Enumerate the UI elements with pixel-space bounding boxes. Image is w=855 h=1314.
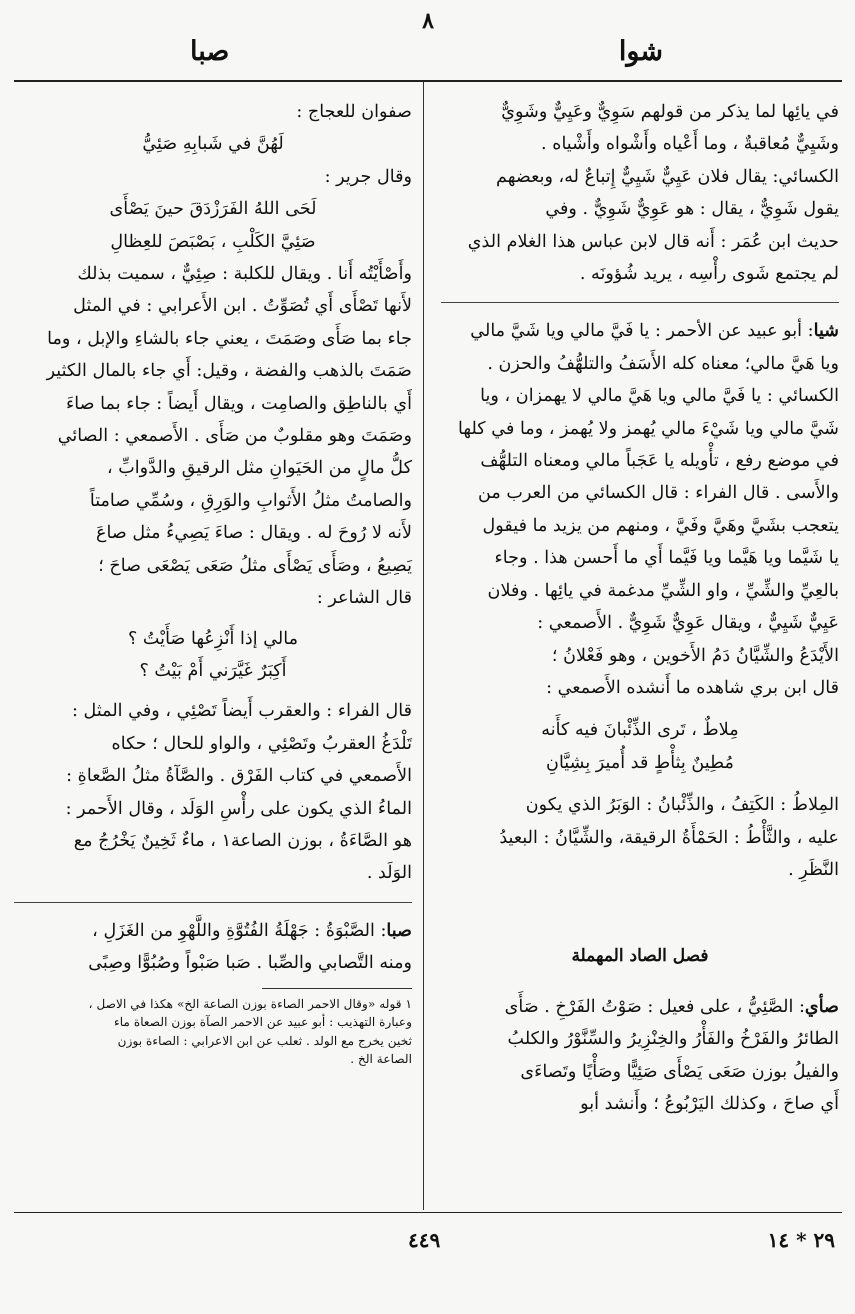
text-line: قال ابن بري شاهده ما أَنشده الأَصمعي : <box>546 677 839 698</box>
text-line: في موضع رفع ، تأْويله يا عَجَباً مالي ومعناه التلهُّف <box>480 451 839 472</box>
text-line: ومنه التَّصابي والصِّبا . صَبا صَبْواً وصُبُوًّا وصِبًى <box>88 953 412 974</box>
text-line: يقول شَوِيٌّ ، يقال : هو عَوِيٌّ شَوِيٌّ . وفي <box>545 199 839 220</box>
text-line: بالعِيِّ والشِّيِّ ، واو الشِّيِّ مدغمة في يائِها . وفلان <box>487 580 839 601</box>
text-line: كلُّ مالٍ من الحَيَوانِ مثل الرقيقِ والدَّوابِّ ، <box>106 458 412 479</box>
footer-rule <box>14 1212 842 1213</box>
text-line: هو الصَّاءَةُ ، بوزن الصاعة١ ، ماءٌ ثَخِينٌ يَخْرُجُ مع <box>73 830 412 851</box>
page-number: ٤٤٩ <box>408 1228 441 1252</box>
verse-line: صَئِيَّ الكَلْبِ ، بَصْبَصَ للعِظالِ <box>110 231 316 252</box>
verse-line: لَهُنَّ في شَبابِهِ صَئِيُّ <box>142 134 284 155</box>
text-line: الأَيْدَعُ والشِّيَّانُ دَمُ الأَخوين ، وهو فَعْلانُ ؛ <box>551 645 839 666</box>
footnote-line: ثخين يخرج مع الولد . ثعلب عن ابن الاعرابي : الصاءة بوزن <box>117 1033 412 1048</box>
entry-separator <box>14 902 412 903</box>
footnote-line: ١ قوله «وقال الاحمر الصاءة بوزن الصاعة الخ» هكذا في الاصل ، <box>88 996 412 1011</box>
footnote-rule <box>262 988 412 989</box>
text-line: والفيلُ بوزن صَعَى يَصْأَى صَئِيًّا وصَأْيًا وتَصاءَى <box>520 1061 839 1082</box>
verse-line: مالي إذا أَنْزِعُها صَأَيْتُ ؟ <box>127 628 299 649</box>
text-line: الماءُ الذي يكون على رأْسِ الوَلَد ، وقال الأَحمر : <box>65 798 412 819</box>
text-line: وصَمَتَ وهو مقلوبٌ من صَأَى . الأَصمعي : الصائي <box>57 426 412 447</box>
text-line: أَي صاحَ ، وكذلك اليَرْبُوعُ ؛ وأَنشد أبو <box>580 1093 839 1114</box>
text-line: ويا هَيَّ مالي؛ معناه كله الأَسَفُ والتلهُّفُ والحزن . <box>487 353 839 374</box>
text-line: يَصِيعُ ، وصَأَى يَصْأَى مثلُ صَعَى يَصْعَى صاحَ ؛ <box>98 555 412 576</box>
column-divider <box>423 82 424 1210</box>
left-running-head: صبا <box>190 36 230 67</box>
text-line: صَمَتَ بالذهب والفضة ، وقيل: أَي جاء بالمال الكثير <box>46 361 412 382</box>
text-line: أَي بالناطِق والصامِت ، ويقال أَيضاً : جاء بما صاءَ <box>66 393 412 414</box>
top-mark: ٨ <box>422 8 434 34</box>
text-line: في يائِها لما يذكر من قولهم سَوِيٌّ وعَيِيٌّ وشَوِيٌّ <box>501 102 839 122</box>
text-line: قال الشاعر : <box>316 588 412 609</box>
text-line: صبا: الصَّبْوَةُ : جَهْلَةُ الفُتُوَّةِ واللَّهْوِ من الغَزَلِ ، <box>92 919 412 941</box>
text-line: الكسائي : يا فَيَّ مالي ويا هَيَّ مالي لا يهمزان ، ويا <box>480 386 839 407</box>
text-line: صفوان للعجاج : <box>296 102 412 122</box>
text-line: والأَسى . قال الفراء : قال الكسائي من العرب من <box>477 483 839 504</box>
signature-mark: ٢٩ * ١٤ <box>767 1228 835 1252</box>
verse-line: أَكِبَرٌ غَيَّرَني أَمْ بَيْتُ ؟ <box>139 660 287 681</box>
text-line: الوَلَد . <box>366 863 412 884</box>
header-rule <box>14 80 842 82</box>
text-line: قال الفراء : والعقرب أَيضاً تَصْئِي ، وفي المثل : <box>72 701 412 722</box>
entry-shya <box>441 315 839 886</box>
footnote-line: وعبارة التهذيب : أبو عبيد عن الاحمر الصآة بوزن الصعاة ماء <box>113 1015 412 1030</box>
text-line: الكسائي: يقال فلان عَيِيٌّ شَيِيٌّ إِتباعٌ له، وبعضهم <box>496 166 839 187</box>
text-line: صأي: الصَّئِيُّ ، على فعيل : صَوْتُ الفَرْخِ . صَأَى <box>504 995 839 1017</box>
verse-line: لَحَى اللهُ الفَرَزْدَقَ حينَ يَصْأَى <box>109 199 317 220</box>
text-line: يا شَيَّما ويا هَيَّما ويا فَيَّما أَي ما أَحسن هذا . وجاء <box>494 548 839 569</box>
right-column <box>441 96 839 1120</box>
footnote-line: الصاعة الخ . <box>350 1052 412 1067</box>
right-running-head: شوا <box>618 36 663 67</box>
text-line: تَلْدَغُ العقربُ وتَصْئِي ، والواو للحال ؛ حكاه <box>111 733 412 754</box>
headword: صبا <box>386 919 412 941</box>
text-line: يتعجب بشَيَّ وهَيَّ وفَيَّ ، ومنهم من يزيد ما فيقول <box>482 515 839 536</box>
text-line: وأَصْأَيْتُه أَنا . ويقال للكلبة : صِئِيٌّ ، سميت بذلك <box>77 264 412 285</box>
entry-say <box>441 991 839 1121</box>
text-line: وشَيِيٌّ مُعاقبةٌ ، وما أَعْياه وأَشْواه وأَشْياه . <box>541 134 839 155</box>
left-column <box>14 96 412 1069</box>
text-line: جاء بما صَأَى وصَمَتَ ، يعني جاء بالشاءِ والإبل ، وما <box>47 328 412 349</box>
text-line: لم يجتمع شَوى رأْسِه ، يريد شُؤونَه . <box>579 264 839 285</box>
verse-line: مُطِينٌ بِثأْطٍ قد أُميرَ بِشِيَّانِ <box>546 752 734 773</box>
entry-separator <box>441 302 839 303</box>
text-line: والصامتُ مثلُ الأَثوابِ والوَرِقِ ، وسُمِّي صامتاً <box>89 490 412 511</box>
text-line: شَيَّ مالي ويا شَيْءَ مالي يُهمز ولا يُهمز ، وما في كلها <box>458 418 839 439</box>
text-line: شيا: أبو عبيد عن الأحمر : يا فَيَّ مالي ويا شَيَّ مالي <box>470 320 839 342</box>
text-line: عَيِيٌّ شَيِيٌّ ، ويقال عَوِيٌّ شَوِيٌّ . الأَصمعي : <box>537 613 839 634</box>
text-line: حديث ابن عُمَر : أَنه قال لابن عباس هذا الغلام الذي <box>467 231 839 252</box>
text-line: النَّظَرِ . <box>788 859 839 880</box>
entry-shwa <box>441 96 839 290</box>
section-title: فصل الصاد المهملة <box>571 946 709 967</box>
text-line: المِلاطُ : الكَتِفُ ، والذِّئْبانُ : الوَبَرُ الذي يكون <box>525 795 839 816</box>
headword: صأي <box>804 995 839 1017</box>
text-line: الأَصمعي في كتاب الفَرْق . والصَّآةُ مثلُ الصَّعاةِ : <box>66 766 412 787</box>
text-line: لأَنه لا رُوحَ له . ويقال : صاءَ يَصِيءُ مثل صاعَ <box>96 523 412 544</box>
headword: شيا <box>813 320 839 342</box>
text-line: وقال جرير : <box>324 166 412 187</box>
footnote <box>14 995 412 1069</box>
text-line: الطائرُ والفَرْخُ والفَأْرُ والخِنْزِيرُ والسِّنَّوْرُ والكلبُ <box>507 1029 839 1050</box>
text-line: عليه ، والثَّأْطُ : الحَمْأَةُ الرقيقة، والشِّيَّانُ : البعيدُ <box>499 827 839 848</box>
text-line: لأَنها تَصْأَى أَي تُصَوِّتُ . ابن الأَعرابي : في المثل <box>73 296 412 317</box>
verse-line: مِلاطٌ ، تَرى الذِّئْبانَ فيه كأَنه <box>541 720 739 741</box>
